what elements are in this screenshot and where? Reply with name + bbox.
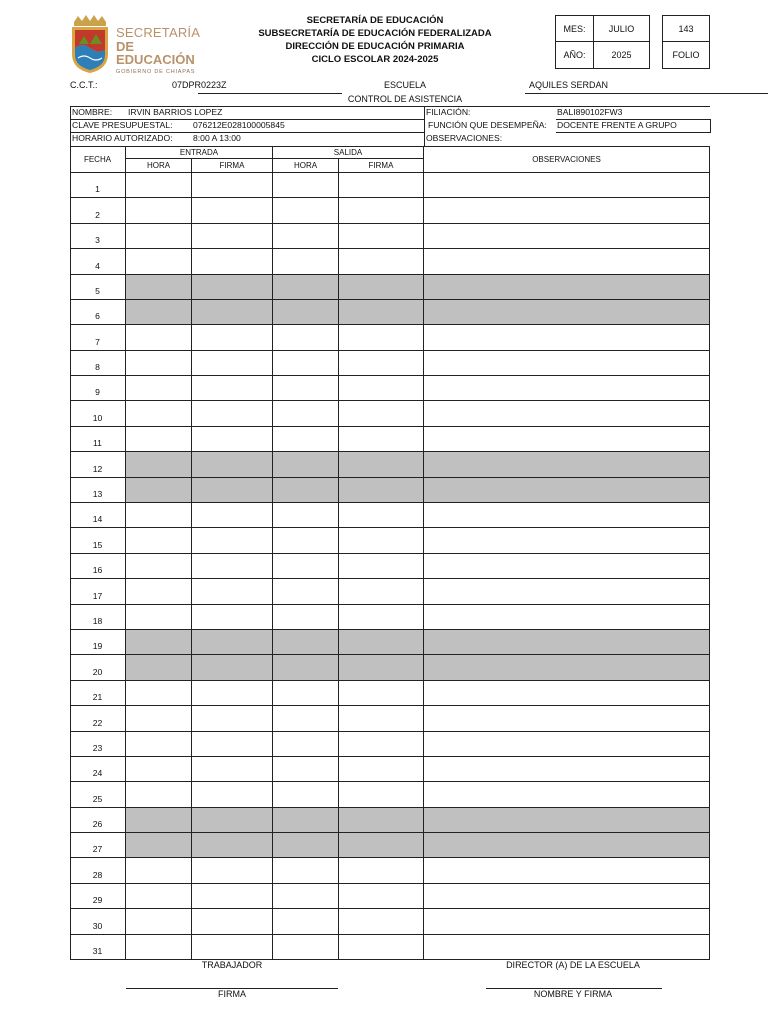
- cell-entrada-firma: [192, 782, 273, 808]
- cell-entrada-hora: [126, 401, 192, 427]
- cell-entrada-firma: [192, 452, 273, 478]
- cell-entrada-firma: [192, 935, 273, 960]
- day-number: 26: [70, 808, 126, 833]
- cell-entrada-firma: [192, 427, 273, 452]
- cell-entrada-hora: [126, 884, 192, 909]
- cell-observaciones: [424, 224, 710, 249]
- logo-line-3: GOBIERNO DE CHIAPAS: [116, 69, 196, 75]
- mes-label: MES:: [556, 16, 594, 41]
- cell-entrada-firma: [192, 376, 273, 401]
- day-number: 17: [70, 579, 126, 605]
- anio-value: 2025: [611, 50, 632, 60]
- cell-observaciones: [424, 401, 710, 427]
- cell-salida-hora: [273, 833, 339, 858]
- header-line-2: SUBSECRETARÍA DE EDUCACIÓN FEDERALIZADA: [258, 28, 492, 39]
- cell-salida-firma: [339, 630, 424, 655]
- cell-observaciones: [424, 909, 710, 935]
- cell-salida-firma: [339, 655, 424, 681]
- cell-entrada-hora: [126, 579, 192, 605]
- day-number: 15: [70, 528, 126, 554]
- cell-salida-hora: [273, 858, 339, 884]
- cell-observaciones: [424, 808, 710, 833]
- day-number: 13: [70, 478, 126, 503]
- day-number: 14: [70, 503, 126, 528]
- cell-entrada-firma: [192, 173, 273, 198]
- cell-observaciones: [424, 300, 710, 325]
- anio-label: AÑO:: [556, 42, 594, 68]
- cell-salida-firma: [339, 909, 424, 935]
- funcion-label: FUNCIÓN QUE DESEMPEÑA:: [428, 120, 547, 130]
- header-line-1: SECRETARÍA DE EDUCACIÓN: [306, 15, 444, 26]
- cell-salida-firma: [339, 808, 424, 833]
- mes-value: JULIO: [608, 23, 635, 34]
- cell-observaciones: [424, 706, 710, 732]
- day-number: 1: [70, 173, 126, 198]
- day-number: 2: [70, 198, 126, 224]
- cell-observaciones: [424, 452, 710, 478]
- cell-entrada-hora: [126, 249, 192, 275]
- cell-entrada-firma: [192, 706, 273, 732]
- cell-observaciones: [424, 681, 710, 706]
- day-number: 7: [70, 325, 126, 351]
- cell-entrada-hora: [126, 605, 192, 630]
- cell-entrada-firma: [192, 503, 273, 528]
- cell-salida-firma: [339, 427, 424, 452]
- cell-salida-firma: [339, 706, 424, 732]
- cell-entrada-firma: [192, 909, 273, 935]
- cell-entrada-firma: [192, 630, 273, 655]
- day-number: 20: [70, 655, 126, 681]
- cell-entrada-hora: [126, 300, 192, 325]
- cell-salida-firma: [339, 198, 424, 224]
- cell-observaciones: [424, 351, 710, 376]
- cell-salida-hora: [273, 554, 339, 579]
- horario-label: HORARIO AUTORIZADO:: [72, 133, 173, 143]
- header-line-4: CICLO ESCOLAR 2024-2025: [311, 54, 439, 65]
- cell-salida-firma: [339, 173, 424, 198]
- cell-observaciones: [424, 249, 710, 275]
- cell-entrada-hora: [126, 351, 192, 376]
- cell-entrada-hora: [126, 554, 192, 579]
- cell-observaciones: [424, 935, 710, 960]
- cell-salida-firma: [339, 554, 424, 579]
- folio-label: FOLIO: [672, 50, 700, 60]
- cell-observaciones: [424, 503, 710, 528]
- cell-salida-hora: [273, 909, 339, 935]
- cell-entrada-firma: [192, 478, 273, 503]
- cell-entrada-firma: [192, 528, 273, 554]
- cell-entrada-hora: [126, 376, 192, 401]
- cell-salida-hora: [273, 198, 339, 224]
- day-number: 12: [70, 452, 126, 478]
- cell-salida-firma: [339, 401, 424, 427]
- cell-salida-firma: [339, 275, 424, 300]
- cell-salida-hora: [273, 224, 339, 249]
- cell-salida-hora: [273, 173, 339, 198]
- cell-entrada-firma: [192, 884, 273, 909]
- escuela-value: AQUILES SERDAN: [529, 80, 609, 90]
- cell-entrada-firma: [192, 808, 273, 833]
- footer-firma: FIRMA: [218, 989, 246, 999]
- cell-salida-hora: [273, 478, 339, 503]
- cell-entrada-hora: [126, 732, 192, 757]
- day-number: 5: [70, 275, 126, 300]
- day-number: 6: [70, 300, 126, 325]
- cell-observaciones: [424, 884, 710, 909]
- header-entrada: ENTRADA: [126, 146, 273, 159]
- cell-entrada-firma: [192, 224, 273, 249]
- cell-observaciones: [424, 478, 710, 503]
- cell-observaciones: [424, 757, 710, 782]
- cell-entrada-hora: [126, 478, 192, 503]
- footer-nombre-firma: NOMBRE Y FIRMA: [533, 989, 613, 999]
- header-fecha: FECHA: [70, 146, 126, 173]
- cell-observaciones: [424, 858, 710, 884]
- attendance-table: [70, 146, 710, 960]
- cct-label: C.C.T.:: [70, 80, 98, 90]
- cell-salida-hora: [273, 275, 339, 300]
- cell-entrada-hora: [126, 808, 192, 833]
- header-entrada-firma: FIRMA: [192, 159, 273, 173]
- cell-entrada-hora: [126, 173, 192, 198]
- cell-entrada-hora: [126, 528, 192, 554]
- cell-salida-firma: [339, 732, 424, 757]
- cell-salida-firma: [339, 351, 424, 376]
- day-number: 24: [70, 757, 126, 782]
- funcion-value: DOCENTE FRENTE A GRUPO: [557, 120, 677, 130]
- cell-entrada-hora: [126, 858, 192, 884]
- cell-observaciones: [424, 732, 710, 757]
- cell-salida-firma: [339, 681, 424, 706]
- cell-entrada-firma: [192, 249, 273, 275]
- cell-entrada-hora: [126, 630, 192, 655]
- cell-salida-firma: [339, 757, 424, 782]
- day-number: 16: [70, 554, 126, 579]
- cell-entrada-firma: [192, 351, 273, 376]
- logo-line-2: DE EDUCACIÓN: [116, 39, 195, 67]
- filiacion-value: BALI890102FW3: [557, 107, 623, 117]
- cell-salida-firma: [339, 325, 424, 351]
- cell-entrada-hora: [126, 655, 192, 681]
- cell-entrada-firma: [192, 401, 273, 427]
- cell-entrada-firma: [192, 732, 273, 757]
- cell-entrada-hora: [126, 681, 192, 706]
- cell-entrada-hora: [126, 782, 192, 808]
- header-line-3: DIRECCIÓN DE EDUCACIÓN PRIMARIA: [285, 41, 465, 52]
- period-box: [555, 15, 650, 69]
- cell-salida-hora: [273, 351, 339, 376]
- cell-entrada-firma: [192, 325, 273, 351]
- day-number: 23: [70, 732, 126, 757]
- cell-entrada-firma: [192, 757, 273, 782]
- cell-salida-firma: [339, 300, 424, 325]
- cell-salida-hora: [273, 427, 339, 452]
- cell-observaciones: [424, 655, 710, 681]
- folio-number: 143: [663, 16, 709, 42]
- cell-entrada-firma: [192, 858, 273, 884]
- day-number: 9: [70, 376, 126, 401]
- cell-salida-hora: [273, 732, 339, 757]
- cell-salida-firma: [339, 935, 424, 960]
- day-number: 8: [70, 351, 126, 376]
- cell-salida-firma: [339, 605, 424, 630]
- logo-line-1: SECRETARÍA: [116, 25, 201, 40]
- header-salida-hora: HORA: [273, 159, 339, 173]
- cell-entrada-firma: [192, 655, 273, 681]
- header-entrada-hora: HORA: [126, 159, 192, 173]
- cell-salida-hora: [273, 528, 339, 554]
- cell-entrada-hora: [126, 224, 192, 249]
- cell-entrada-hora: [126, 427, 192, 452]
- cell-salida-hora: [273, 249, 339, 275]
- cell-observaciones: [424, 782, 710, 808]
- day-number: 21: [70, 681, 126, 706]
- cell-observaciones: [424, 605, 710, 630]
- observaciones-label: OBSERVACIONES:: [426, 133, 503, 143]
- cell-salida-hora: [273, 884, 339, 909]
- header-observaciones: OBSERVACIONES: [424, 146, 710, 173]
- cell-salida-firma: [339, 782, 424, 808]
- day-number: 4: [70, 249, 126, 275]
- cell-salida-hora: [273, 782, 339, 808]
- cct-value: 07DPR0223Z: [172, 80, 227, 90]
- cell-entrada-firma: [192, 833, 273, 858]
- cell-entrada-hora: [126, 833, 192, 858]
- day-number: 29: [70, 884, 126, 909]
- folio-box: [662, 15, 710, 69]
- worker-info: [70, 106, 710, 146]
- cell-entrada-hora: [126, 198, 192, 224]
- escuela-underline: [525, 93, 768, 94]
- cell-entrada-firma: [192, 554, 273, 579]
- cell-entrada-hora: [126, 325, 192, 351]
- cell-salida-hora: [273, 630, 339, 655]
- day-number: 31: [70, 935, 126, 960]
- day-number: 11: [70, 427, 126, 452]
- cell-entrada-firma: [192, 681, 273, 706]
- control-title: CONTROL DE ASISTENCIA: [347, 94, 463, 104]
- cell-salida-firma: [339, 376, 424, 401]
- cell-observaciones: [424, 325, 710, 351]
- day-number: 3: [70, 224, 126, 249]
- day-number: 22: [70, 706, 126, 732]
- footer-trabajador: TRABAJADOR: [201, 960, 263, 970]
- day-number: 18: [70, 605, 126, 630]
- cell-salida-firma: [339, 249, 424, 275]
- cell-entrada-hora: [126, 706, 192, 732]
- cell-salida-hora: [273, 935, 339, 960]
- cell-observaciones: [424, 833, 710, 858]
- day-number: 30: [70, 909, 126, 935]
- clave-label: CLAVE PRESUPUESTAL:: [72, 120, 173, 130]
- cell-salida-hora: [273, 452, 339, 478]
- day-number: 19: [70, 630, 126, 655]
- cell-entrada-firma: [192, 275, 273, 300]
- cell-entrada-hora: [126, 503, 192, 528]
- school-row: [70, 78, 710, 94]
- cell-salida-hora: [273, 503, 339, 528]
- cell-entrada-firma: [192, 579, 273, 605]
- cell-salida-firma: [339, 528, 424, 554]
- cell-salida-firma: [339, 478, 424, 503]
- cell-salida-hora: [273, 605, 339, 630]
- cell-salida-hora: [273, 300, 339, 325]
- cell-entrada-hora: [126, 757, 192, 782]
- cell-salida-hora: [273, 757, 339, 782]
- header-titles: [250, 14, 500, 66]
- cell-salida-firma: [339, 224, 424, 249]
- cell-salida-firma: [339, 579, 424, 605]
- footer-director: DIRECTOR (A) DE LA ESCUELA: [506, 960, 640, 970]
- cell-salida-hora: [273, 401, 339, 427]
- horario-value: 8:00 A 13:00: [193, 133, 241, 143]
- day-number: 28: [70, 858, 126, 884]
- chiapas-shield-icon: [68, 14, 112, 74]
- day-number: 25: [70, 782, 126, 808]
- cell-entrada-firma: [192, 198, 273, 224]
- cell-salida-hora: [273, 681, 339, 706]
- cell-observaciones: [424, 198, 710, 224]
- cell-observaciones: [424, 554, 710, 579]
- header-salida-firma: FIRMA: [339, 159, 424, 173]
- cell-entrada-hora: [126, 935, 192, 960]
- cell-entrada-hora: [126, 452, 192, 478]
- cell-salida-hora: [273, 325, 339, 351]
- secretaria-logo: [68, 14, 208, 74]
- nombre-value: IRVIN BARRIOS LOPEZ: [128, 107, 223, 117]
- cell-observaciones: [424, 275, 710, 300]
- cell-salida-hora: [273, 706, 339, 732]
- nombre-label: NOMBRE:: [72, 107, 113, 117]
- cell-salida-hora: [273, 579, 339, 605]
- cell-observaciones: [424, 528, 710, 554]
- cell-salida-firma: [339, 884, 424, 909]
- cell-salida-firma: [339, 833, 424, 858]
- cell-salida-firma: [339, 452, 424, 478]
- cell-observaciones: [424, 630, 710, 655]
- header-salida: SALIDA: [273, 146, 424, 159]
- cell-salida-firma: [339, 858, 424, 884]
- cell-observaciones: [424, 173, 710, 198]
- escuela-label: ESCUELA: [384, 80, 427, 90]
- day-number: 27: [70, 833, 126, 858]
- cell-salida-hora: [273, 808, 339, 833]
- day-number: 10: [70, 401, 126, 427]
- cell-entrada-hora: [126, 275, 192, 300]
- cell-entrada-firma: [192, 300, 273, 325]
- cell-salida-firma: [339, 503, 424, 528]
- cell-entrada-hora: [126, 909, 192, 935]
- cell-salida-hora: [273, 376, 339, 401]
- cell-entrada-firma: [192, 605, 273, 630]
- cell-observaciones: [424, 376, 710, 401]
- filiacion-label: FILIACIÓN:: [426, 107, 471, 117]
- clave-value: 076212E028100005845: [193, 120, 285, 130]
- cell-observaciones: [424, 579, 710, 605]
- cell-observaciones: [424, 427, 710, 452]
- cell-salida-hora: [273, 655, 339, 681]
